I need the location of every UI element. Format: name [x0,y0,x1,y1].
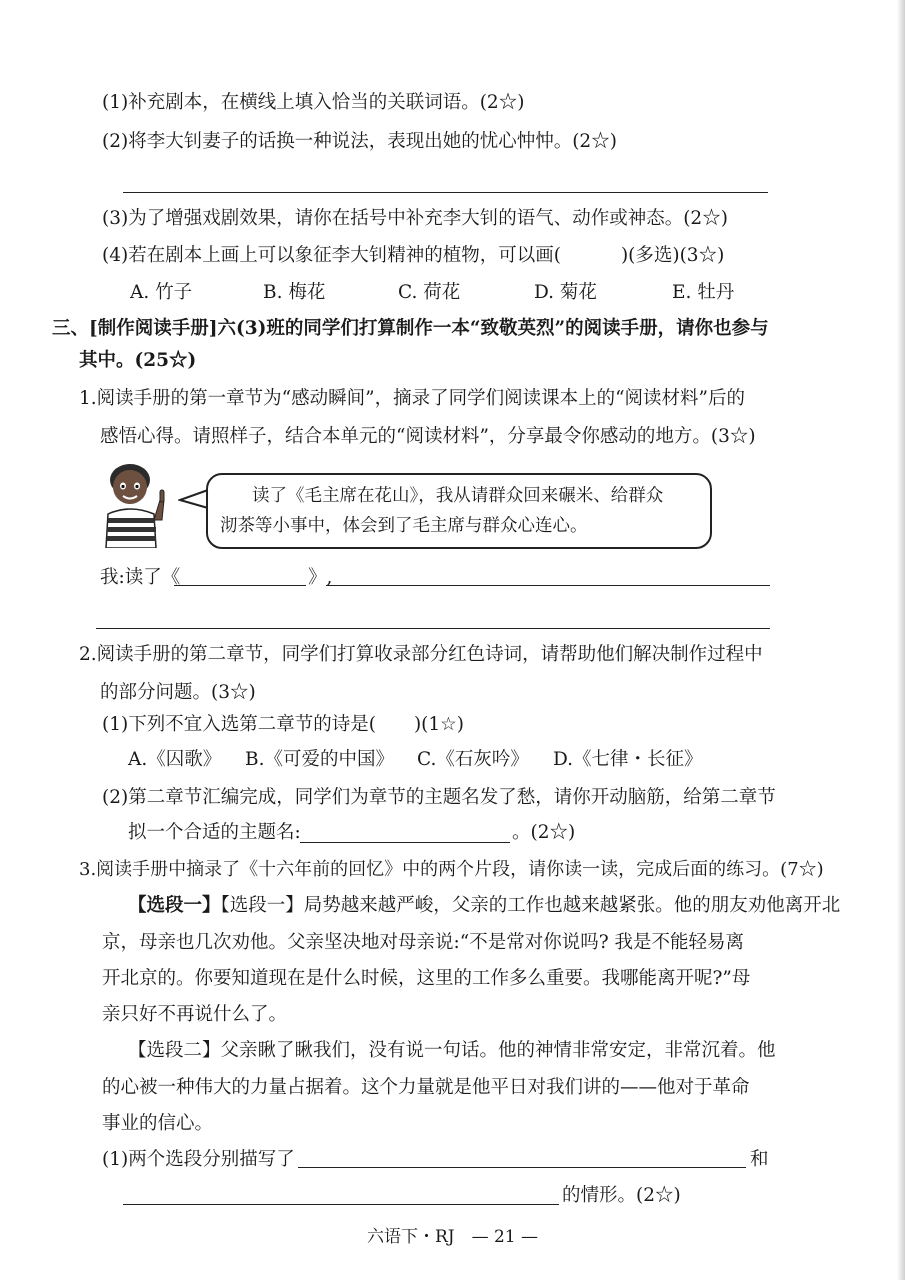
example-text-line1: 读了《毛主席在花山》，我从请群众回来碾米、给群众 [252,486,664,506]
subquestion-1-cont: 感悟心得。请照样子，结合本单元的“阅读材料”，分享最令你感动的地方。(3☆) [100,426,756,447]
passage-1-line4: 亲只好不再说什么了。 [102,1004,288,1025]
option-a: A.《囚歌》 [128,749,222,770]
page-edge-shadow [897,0,905,1280]
example-text-line2: 沏茶等小事中，体会到了毛主席与群众心连心。 [220,516,588,536]
option-d: D.《七律・长征》 [553,749,703,770]
passage-1-text: 【选段一】局势越来越严峻，父亲的工作也越来越紧张。他的朋友劝他离开北 [220,895,841,916]
subquestion-2-cont: 的部分问题。(3☆) [100,682,256,703]
subquestion-3-1: (1)两个选段分别描写了 [102,1149,295,1170]
section-3-title-cont: 其中。(25☆) [79,350,197,371]
question-2-4 [102,243,724,269]
passage-1-line2: 京，母亲也几次劝他。父亲坚决地对母亲说:“不是常对你说吗? 我是不能轻易离 [102,932,744,953]
student-illustration [96,460,176,548]
passage-1-line1 [128,893,840,919]
passage-2-line2: 的心被一种伟大的力量占据着。这个力量就是他平日对我们讲的——他对于革命 [102,1077,750,1098]
option-c: C.《石灰吟》 [417,749,529,770]
subquestion-1: 1.阅读手册的第一章节为“感动瞬间”，摘录了同学们阅读课本上的“阅读材料”后的 [79,388,745,409]
section-3-title: 三、[制作阅读手册]六(3)班的同学们打算制作一本“致敬英烈”的阅读手册，请你也参与 [52,318,769,339]
page-footer: 六语下・RJ — 21 — [366,1227,539,1247]
subquestion-2-2-prefix: 拟一个合适的主题名: [128,822,301,843]
answer-line[interactable] [123,192,768,193]
answer-line[interactable] [96,628,770,629]
book-title-blank[interactable] [174,585,306,586]
answer-line[interactable] [326,585,770,586]
question-2-2: (2)将李大钊妻子的话换一种说法，表现出她的忧心忡忡。(2☆) [102,131,617,152]
subquestion-2-1-text: (1)下列不宜入选第二章节的诗是( [102,714,376,735]
subquestion-3-1-suffix: 的情形。(2☆) [562,1185,681,1206]
subquestion-2-2: (2)第二章节汇编完成，同学们为章节的主题名发了愁，请你开动脑筋，给第二章节 [102,787,776,808]
subquestion-2-1-suffix: )(1☆) [413,714,464,735]
option-c: C. 荷花 [398,282,461,303]
answer-prefix: 我:读了《 [100,567,181,588]
option-b: B.《可爱的中国》 [245,749,394,770]
option-e: E. 牡丹 [672,282,735,303]
answer-mid: 》, [308,567,333,588]
answer-line[interactable] [123,1204,559,1205]
answer-line[interactable] [298,1167,746,1168]
question-2-4-suffix: )(多选)(3☆) [620,245,725,266]
question-2-1: (1)补充剧本，在横线上填入恰当的关联词语。(2☆) [102,92,525,113]
option-a: A. 竹子 [130,282,193,303]
passage-1-line3: 开北京的。你要知道现在是什么时候，这里的工作多么重要。我哪能离开呢?”母 [102,968,751,989]
question-2-4-text: (4)若在剧本上画上可以象征李大钊精神的植物，可以画( [102,245,561,266]
theme-name-blank[interactable] [300,842,510,843]
subquestion-2-2-suffix: 。(2☆) [512,822,576,843]
question-2-3: (3)为了增强戏剧效果，请你在括号中补充李大钊的语气、动作或神态。(2☆) [102,208,728,229]
option-d: D. 菊花 [534,282,597,303]
passage-1-label: 【选段一】 [128,895,221,916]
subquestion-3-1-and: 和 [750,1149,769,1170]
subquestion-2: 2.阅读手册的第二章节，同学们打算收录部分红色诗词，请帮助他们解决制作过程中 [79,644,763,665]
passage-2-line1: 【选段二】父亲瞅了瞅我们，没有说一句话。他的神情非常安定，非常沉着。他 [128,1040,776,1061]
subquestion-3: 3.阅读手册中摘录了《十六年前的回忆》中的两个片段，请你读一读，完成后面的练习。(7☆) [79,859,824,880]
subquestion-2-1 [102,712,464,738]
passage-2-line3: 事业的信心。 [102,1113,214,1134]
option-b: B. 梅花 [263,282,326,303]
